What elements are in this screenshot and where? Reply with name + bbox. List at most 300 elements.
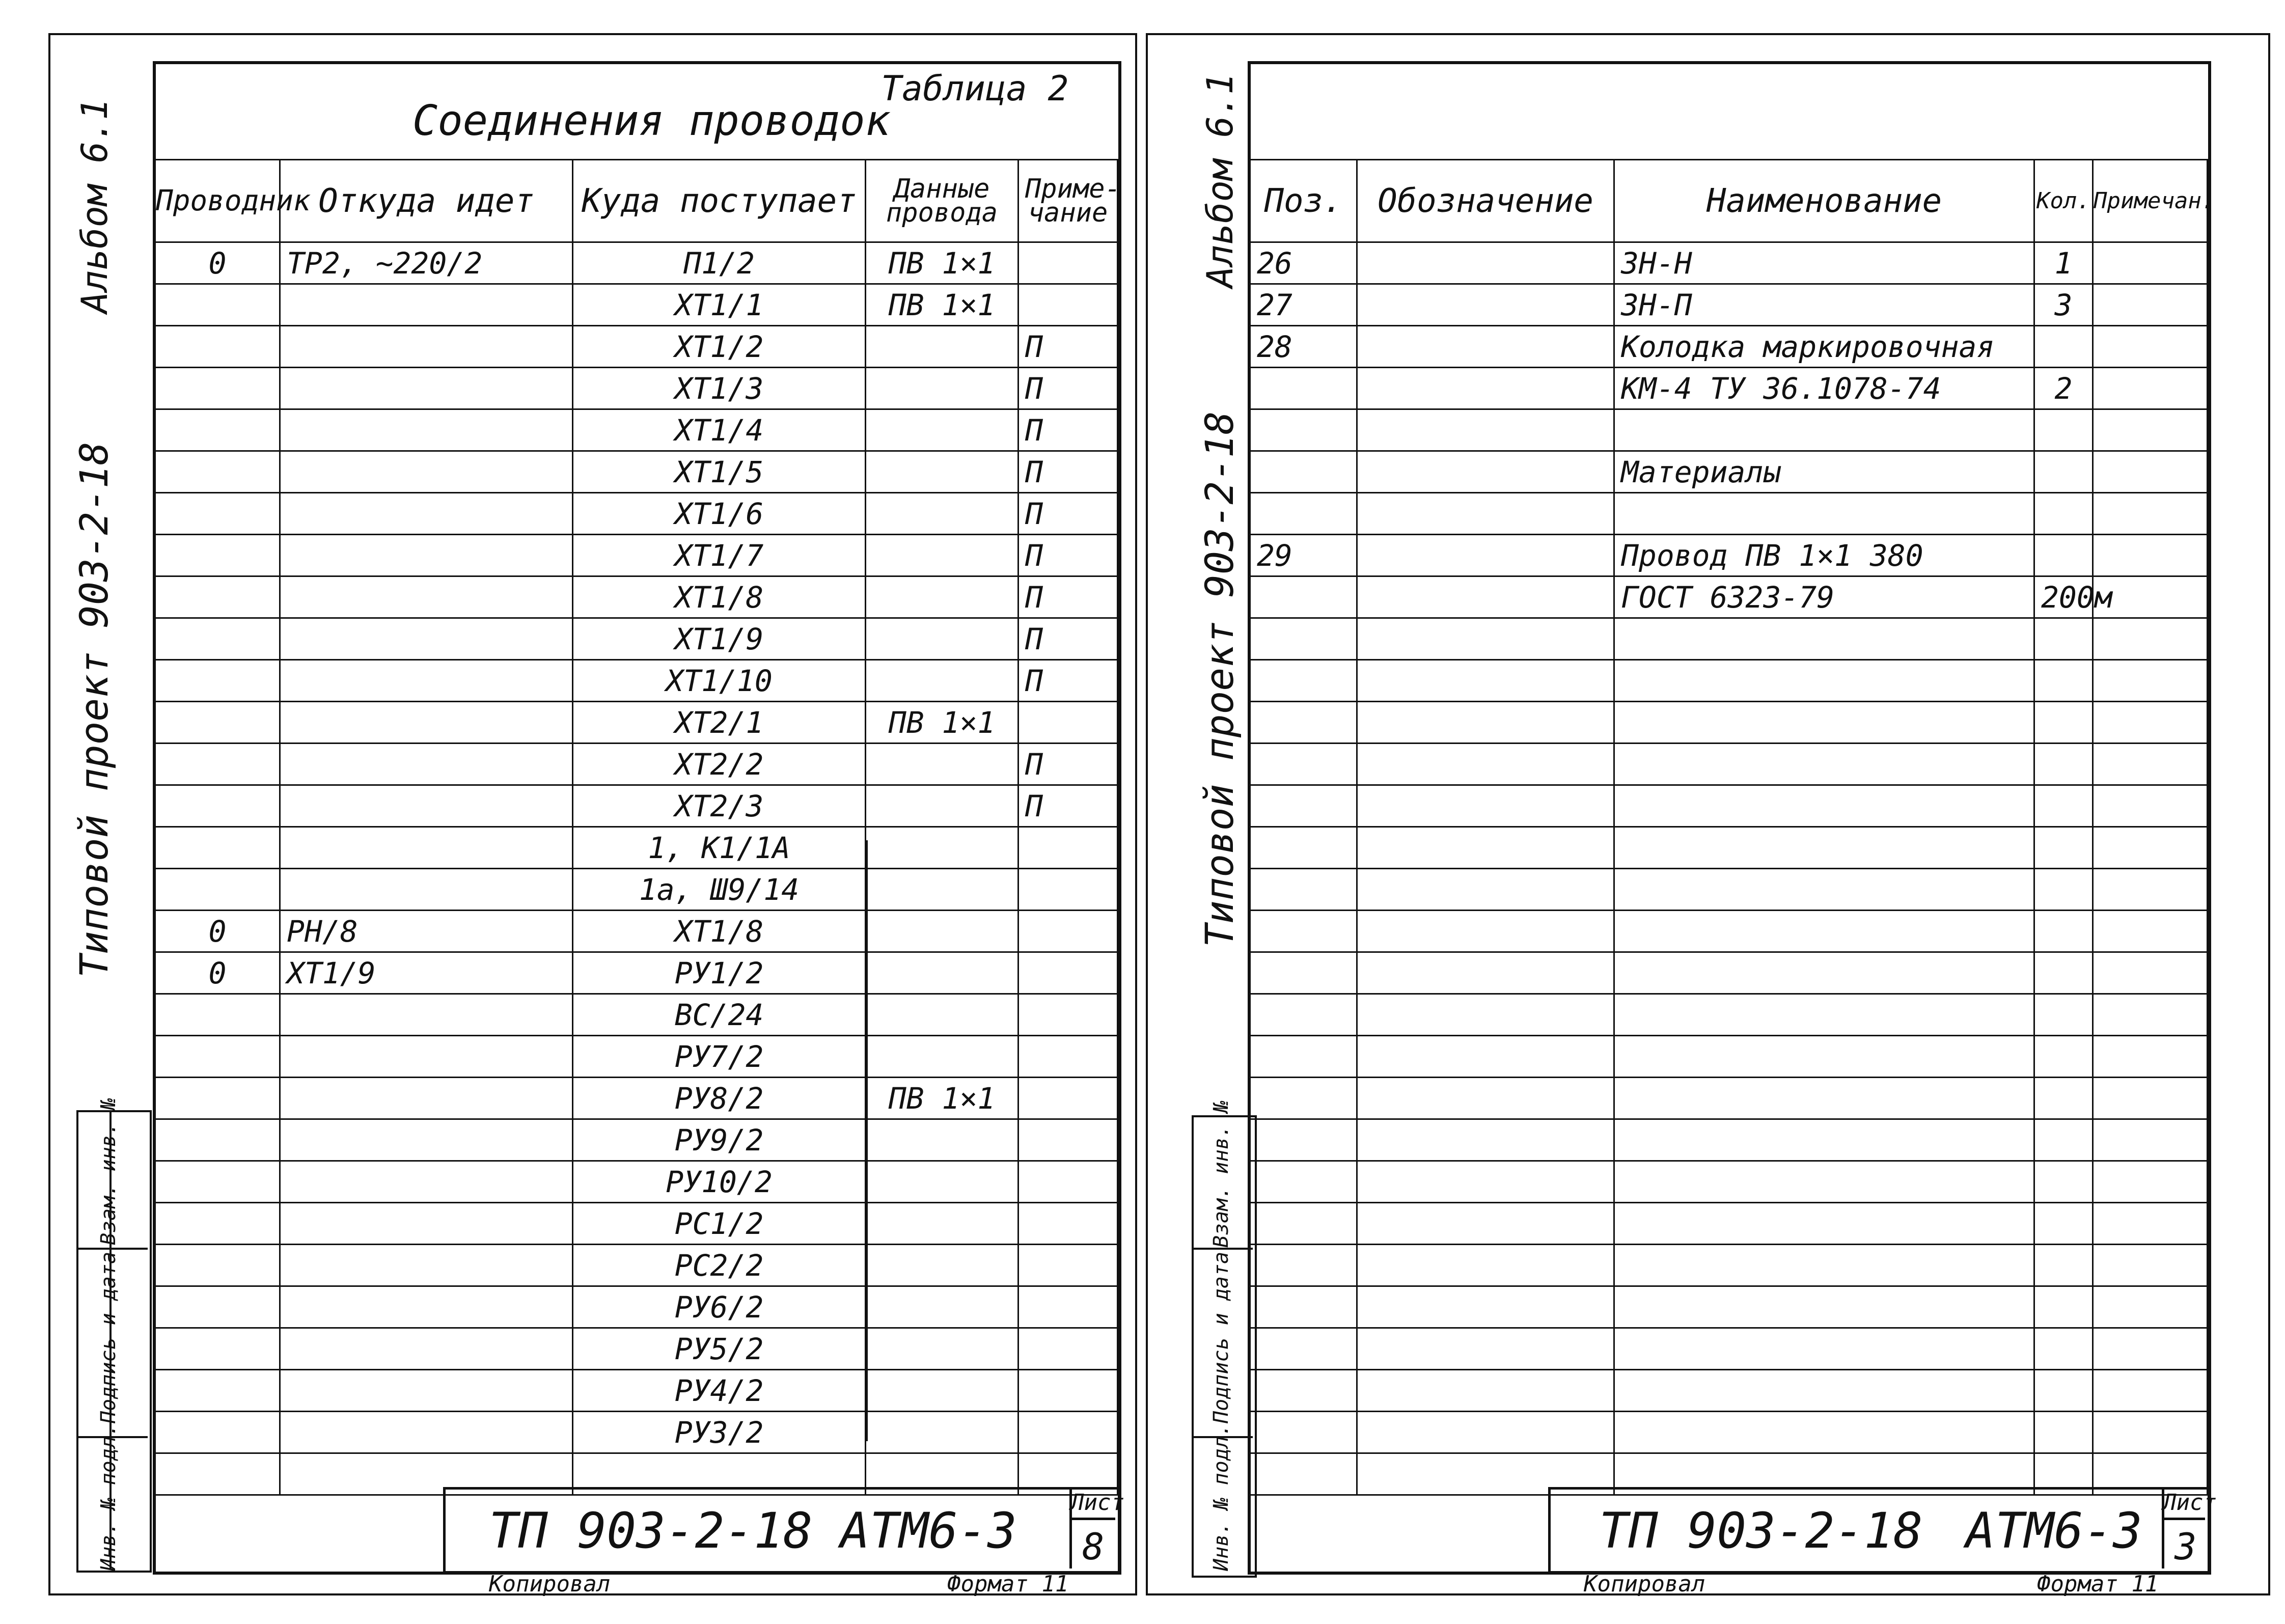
table-cell: 27 [1250,284,1357,326]
table-cell [280,1119,573,1161]
table-cell [866,1328,1018,1370]
table-cell: ХТ1/8 [573,576,866,618]
table-row [1250,618,2208,660]
table-cell [2093,1036,2208,1078]
table-cell: Провод ПВ 1×1 380 [1614,535,2034,576]
table-cell: П [1018,368,1118,409]
table-cell [2093,242,2208,284]
table-cell [1018,702,1118,744]
table-cell: П [1018,409,1118,451]
table-row [1250,409,2208,451]
table-row [1250,451,2208,493]
table-cell [155,1412,280,1453]
right-stamp-label-1: Взам. инв. № [1209,1100,1233,1248]
table-cell [155,493,280,535]
table-cell [866,1370,1018,1412]
table-cell: 26 [1250,242,1357,284]
table-cell [866,744,1018,785]
table-cell [1250,911,1357,952]
table-cell [155,1245,280,1286]
table-cell [866,1245,1018,1286]
table-cell [155,1453,280,1495]
table-cell [1018,284,1118,326]
right-spec-table [1249,159,2215,1496]
header-designation: Обозначение [1357,160,1614,242]
table-cell [1614,994,2034,1036]
table-row [155,702,1118,744]
table-cell: РС2/2 [573,1245,866,1286]
table-row [155,326,1118,368]
table-cell [1357,994,1614,1036]
table-cell: ТР2, ~220/2 [280,242,573,284]
table-cell [866,409,1018,451]
table-cell [2034,451,2093,493]
table-cell: П [1018,326,1118,368]
left-side-album: Альбом 6.1 [74,98,116,313]
table-cell [1614,827,2034,869]
table-row [155,1286,1118,1328]
table-row [155,535,1118,576]
table-cell: 0 [155,911,280,952]
table-cell [866,618,1018,660]
table-row [155,242,1118,284]
left-stamp-doc: АТМ6-3 [840,1502,1017,1559]
table-row [1250,1286,2208,1328]
table-cell: П1/2 [573,242,866,284]
table-cell [866,785,1018,827]
table-cell [1357,576,1614,618]
table-cell [2093,493,2208,535]
table-cell: ХТ1/2 [573,326,866,368]
table-cell [280,493,573,535]
table-cell [2034,785,2093,827]
table-cell [1018,1286,1118,1328]
table-cell [1018,1036,1118,1078]
table-cell: РС1/2 [573,1203,866,1245]
table-row [155,911,1118,952]
table-cell: ХТ2/3 [573,785,866,827]
table-row [1250,1119,2208,1161]
table-cell [155,1119,280,1161]
table-cell [1357,1036,1614,1078]
table-row [1250,576,2208,618]
table-cell [280,284,573,326]
right-side-album: Альбом 6.1 [1199,73,1241,288]
table-cell [1357,326,1614,368]
table-cell: ГОСТ 6323-79 [1614,576,2034,618]
table-row [155,785,1118,827]
table-row [155,994,1118,1036]
table-row [1250,493,2208,535]
table-cell [1614,911,2034,952]
table-cell [155,785,280,827]
table-cell [1250,744,1357,785]
table-row [1250,660,2208,702]
table-cell [2093,660,2208,702]
table-cell [1357,827,1614,869]
table-row [155,409,1118,451]
table-cell: 3 [2034,284,2093,326]
table-cell: 0 [155,952,280,994]
table-row [155,576,1118,618]
table-cell: ПВ 1×1 [866,702,1018,744]
table-cell [1357,409,1614,451]
table-cell [2093,409,2208,451]
table-cell [1614,1078,2034,1119]
table-cell [2034,1119,2093,1161]
table-cell [1357,952,1614,994]
table-row [1250,952,2208,994]
right-stamp-code: ТП 903-2-18 [1599,1502,1923,1559]
table-row [155,744,1118,785]
table-cell [866,1119,1018,1161]
table-cell [1614,1370,2034,1412]
table-row [1250,284,2208,326]
table-cell [280,1245,573,1286]
table-cell [2034,1412,2093,1453]
table-cell: ПВ 1×1 [866,284,1018,326]
table-cell [2034,702,2093,744]
table-cell [2093,1328,2208,1370]
table-cell: ЗН-Н [1614,242,2034,284]
table-cell [1018,1328,1118,1370]
table-cell: РУ6/2 [573,1286,866,1328]
table-cell [1250,576,1357,618]
table-cell [1250,493,1357,535]
table-cell [1250,618,1357,660]
table-cell [866,1203,1018,1245]
table-cell [2034,1328,2093,1370]
table-cell [1357,1328,1614,1370]
table-cell [1250,409,1357,451]
table-cell [1250,1036,1357,1078]
table-cell [1357,1078,1614,1119]
table-cell [1357,1119,1614,1161]
table-cell [2093,785,2208,827]
table-cell [1250,1203,1357,1245]
table-cell [1250,1453,1357,1495]
table-cell [155,1078,280,1119]
table-cell [2034,409,2093,451]
table-cell [1250,1078,1357,1119]
header-wire-data: Данные провода [866,160,1018,242]
table-row [155,952,1118,994]
right-sheet-label: Лист [2163,1490,2217,1516]
table-cell [155,744,280,785]
right-stamp-label-2: Подпись и дата [1209,1251,1233,1423]
table-cell [1357,284,1614,326]
table-cell [280,827,573,869]
table-cell [1357,911,1614,952]
table-cell [2093,1203,2208,1245]
table-cell [1357,1286,1614,1328]
table-cell [1250,660,1357,702]
table-cell [1357,1370,1614,1412]
table-cell: 28 [1250,326,1357,368]
table-cell [155,994,280,1036]
table-cell [866,451,1018,493]
table-cell [1357,618,1614,660]
table-cell: ХТ1/7 [573,535,866,576]
table-cell [280,660,573,702]
table-cell: РУ8/2 [573,1078,866,1119]
table-row [1250,1370,2208,1412]
table-cell [1357,493,1614,535]
table-row [155,1203,1118,1245]
table-cell [1250,368,1357,409]
right-copied-label: Копировал [1584,1571,1705,1597]
table-cell [2034,493,2093,535]
table-cell [280,1412,573,1453]
table-cell [280,1286,573,1328]
table-cell [1614,618,2034,660]
table-cell: П [1018,618,1118,660]
table-cell [2093,1078,2208,1119]
table-cell [2093,535,2208,576]
table-cell [2093,744,2208,785]
table-row [1250,326,2208,368]
table-cell [1018,242,1118,284]
table-cell: РУ4/2 [573,1370,866,1412]
table-cell [2034,994,2093,1036]
table-cell [155,576,280,618]
table-cell [155,326,280,368]
table-cell [1357,1412,1614,1453]
table-cell [1250,1328,1357,1370]
table-cell [2093,702,2208,744]
table-row [155,1119,1118,1161]
table-cell [155,1286,280,1328]
table-cell [866,368,1018,409]
table-cell [1614,1036,2034,1078]
table-cell [2034,1286,2093,1328]
left-stamp-label-3: Инв. № подл. [97,1424,120,1571]
table-cell [1357,368,1614,409]
right-stamp-doc: АТМ6-3 [1966,1502,2142,1559]
table-cell [280,1370,573,1412]
table-row [1250,785,2208,827]
table-row [155,1161,1118,1203]
table-cell [155,1161,280,1203]
table-cell [2034,1036,2093,1078]
table-row [155,368,1118,409]
table-cell: ВС/24 [573,994,866,1036]
table-cell [280,1203,573,1245]
table-cell: П [1018,451,1118,493]
table-cell [2093,1245,2208,1286]
table-cell [1357,869,1614,911]
table-cell [1250,994,1357,1036]
table-row [1250,827,2208,869]
table-row [1250,1078,2208,1119]
table-cell [1357,744,1614,785]
right-stamp-label-3: Инв. № подл. [1209,1424,1233,1571]
table-cell [2093,1370,2208,1412]
table-cell [1357,702,1614,744]
table-cell [280,744,573,785]
table-cell [2093,451,2208,493]
table-row [155,660,1118,702]
table-cell: ХТ1/5 [573,451,866,493]
table-cell [1018,1161,1118,1203]
table-cell: П [1018,660,1118,702]
table-cell [280,409,573,451]
table-row [1250,994,2208,1036]
table-cell [1250,1286,1357,1328]
table-row [155,493,1118,535]
table-row [155,451,1118,493]
header-name: Наименование [1614,160,2034,242]
table-cell [1357,660,1614,702]
table-cell [155,368,280,409]
table-cell [280,1036,573,1078]
table-cell [1250,451,1357,493]
table-cell [280,535,573,576]
table-cell [155,409,280,451]
table-cell: ЗН-П [1614,284,2034,326]
table-cell [1357,535,1614,576]
header-note: Приме- чание [1018,160,1118,242]
table-cell: ХТ1/10 [573,660,866,702]
table-cell [1250,827,1357,869]
table-cell: РУ10/2 [573,1161,866,1203]
header-to: Куда поступает [573,160,866,242]
table-cell [155,702,280,744]
table-cell: ХТ1/9 [573,618,866,660]
table-cell [1614,1286,2034,1328]
table-cell [1614,1119,2034,1161]
table-cell [866,827,1018,869]
table-cell: ХТ1/9 [280,952,573,994]
table-cell [1018,952,1118,994]
table-cell [2093,911,2208,952]
table-cell [866,493,1018,535]
header-from: Откуда идет [280,160,573,242]
table-cell: ХТ1/1 [573,284,866,326]
table-cell [2034,1245,2093,1286]
table-cell [1018,869,1118,911]
table-cell [1614,952,2034,994]
table-cell [1614,1328,2034,1370]
table-cell: П [1018,535,1118,576]
table-cell [866,326,1018,368]
table-cell [866,869,1018,911]
table-row [1250,702,2208,744]
table-row [1250,869,2208,911]
left-side-project: Типовой проект 903-2-18 [71,442,117,978]
right-side-project: Типовой проект 903-2-18 [1197,411,1242,947]
table-cell [2034,1203,2093,1245]
table-row [155,1078,1118,1119]
table-cell [2034,1370,2093,1412]
table-cell [280,326,573,368]
left-format-label: Формат 11 [947,1571,1069,1597]
table-cell [866,952,1018,994]
table-cell [2093,326,2208,368]
table-cell [2034,618,2093,660]
table-cell [2093,1161,2208,1203]
left-sheet-label: Лист [1070,1490,1124,1516]
table-cell [155,660,280,702]
table-row [1250,911,2208,952]
table-cell: РУ7/2 [573,1036,866,1078]
table-cell: 0 [155,242,280,284]
table-cell [2093,368,2208,409]
table-cell [2034,535,2093,576]
table-cell [155,451,280,493]
table-cell [2034,1078,2093,1119]
table-cell [2034,911,2093,952]
table-cell [1614,1161,2034,1203]
table-cell: 200м [2034,576,2093,618]
table-cell [2034,827,2093,869]
table-cell: РУ1/2 [573,952,866,994]
left-stamp-label-2: Подпись и дата [97,1251,120,1423]
table-cell [280,785,573,827]
table-header-row [1250,160,2208,242]
table-cell [1018,1119,1118,1161]
table-cell [1250,1412,1357,1453]
table-row [1250,1328,2208,1370]
table-cell [1018,1370,1118,1412]
table-cell: РН/8 [280,911,573,952]
table-cell [1614,869,2034,911]
table-cell: 1 [2034,242,2093,284]
header-pos: Поз. [1250,160,1357,242]
table-cell [155,1036,280,1078]
table-cell: ХТ1/4 [573,409,866,451]
table-cell [1357,242,1614,284]
table-header-row [155,160,1118,242]
table-cell: П [1018,493,1118,535]
table-cell [866,911,1018,952]
table-cell: КМ-4 ТУ 36.1078-74 [1614,368,2034,409]
table-cell [155,1328,280,1370]
table-cell [280,1161,573,1203]
table-cell [1614,1412,2034,1453]
table-cell [280,994,573,1036]
table-cell [280,618,573,660]
table-cell [280,451,573,493]
table-row [1250,535,2208,576]
table-cell: ХТ2/2 [573,744,866,785]
table-row [155,1328,1118,1370]
table-row [1250,1245,2208,1286]
table-cell: РУ5/2 [573,1328,866,1370]
table-row [155,1412,1118,1453]
table-cell [155,869,280,911]
table-cell [1614,785,2034,827]
table-row [155,284,1118,326]
table-cell [1250,869,1357,911]
table-cell [1250,1245,1357,1286]
table-cell [1250,785,1357,827]
table-cell [1357,1203,1614,1245]
table-cell [1614,660,2034,702]
table-cell [2093,827,2208,869]
table-cell: ХТ1/6 [573,493,866,535]
table-cell [866,1161,1018,1203]
table-cell: ПВ 1×1 [866,1078,1018,1119]
table-cell [866,576,1018,618]
table-cell [1614,493,2034,535]
table-row [1250,1161,2208,1203]
table-cell [280,1078,573,1119]
table-cell [1018,1412,1118,1453]
table-row [1250,368,2208,409]
table-row [1250,1412,2208,1453]
header-conductor: Проводник [155,160,280,242]
